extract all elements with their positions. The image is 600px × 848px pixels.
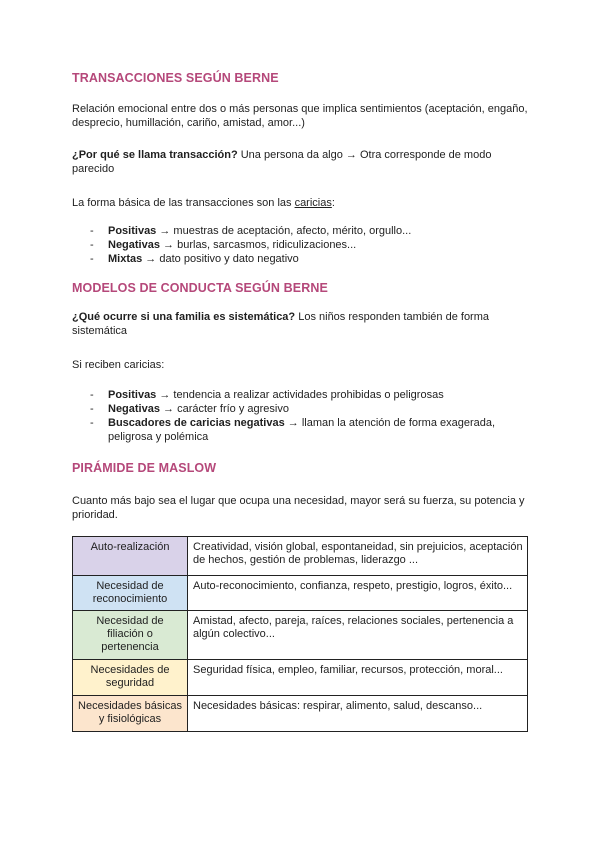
list-item-text: → llaman la atención de forma exagerada, peligrosa y polémica	[108, 417, 496, 443]
basic-form-suffix: :	[331, 197, 335, 209]
familia-question-text: Los niños responden también de forma sistemática	[72, 311, 489, 337]
list-item	[72, 402, 528, 416]
list-item-term: Positivas	[108, 225, 157, 237]
list-item	[72, 238, 528, 252]
maslow-desc-cell: Auto-reconocimiento, confianza, respeto, prestigio, logros, éxito...	[188, 576, 528, 611]
table-row	[73, 576, 528, 611]
section-title-maslow: PIRÁMIDE DE MASLOW	[72, 461, 217, 475]
maslow-desc-cell: Amistad, afecto, pareja, raíces, relaciones sociales, pertenencia a algún colectivo...	[188, 611, 528, 660]
list-item-text: → carácter frío y agresivo	[159, 403, 289, 415]
table-row	[73, 660, 528, 696]
section-title-modelos: MODELOS DE CONDUCTA SEGÚN BERNE	[72, 281, 328, 295]
conducta-list	[72, 388, 528, 444]
list-item-term: Positivas	[108, 389, 157, 401]
list-item	[72, 224, 528, 238]
maslow-level-cell: Auto-realización	[73, 537, 188, 576]
familia-question-bold: ¿Qué ocurre si una familia es sistemática?	[72, 311, 296, 323]
transaccion-question	[72, 148, 528, 176]
table-row	[73, 696, 528, 732]
maslow-desc-cell: Creatividad, visión global, espontaneidad, sin prejuicios, aceptación de hechos, gestión de problemas, liderazgo ...	[188, 537, 528, 576]
maslow-table	[72, 536, 528, 732]
caricias-lead: Si reciben caricias:	[72, 359, 165, 371]
transacciones-intro: Relación emocional entre dos o más personas que implica sentimientos (aceptación, engaño, desprecio, humillación, cariño, amistad, amor...)	[72, 103, 528, 129]
familia-question	[72, 310, 528, 338]
list-item	[72, 252, 528, 266]
list-item	[72, 416, 528, 444]
transaccion-question-text: Una persona da algo → Otra corresponde de modo parecido	[72, 149, 492, 175]
maslow-intro: Cuanto más bajo sea el lugar que ocupa una necesidad, mayor será su fuerza, su potencia y prioridad.	[72, 495, 525, 521]
document-page	[72, 70, 528, 732]
section-title-transacciones: TRANSACCIONES SEGÚN BERNE	[72, 71, 279, 85]
list-item-term: Negativas	[108, 239, 160, 251]
list-item-term: Mixtas	[108, 253, 143, 265]
list-item-term: Buscadores de caricias negativas	[108, 417, 285, 429]
basic-form-prefix: La forma básica de las transacciones son las	[72, 197, 295, 209]
list-item	[72, 388, 528, 402]
basic-form-line	[72, 196, 528, 210]
maslow-level-cell: Necesidades de seguridad	[73, 660, 188, 696]
list-item-term: Negativas	[108, 403, 160, 415]
maslow-level-cell: Necesidad de reconocimiento	[73, 576, 188, 611]
caricias-list	[72, 224, 528, 266]
maslow-level-cell: Necesidades básicas y fisiológicas	[73, 696, 188, 732]
transaccion-question-bold: ¿Por qué se llama transacción?	[72, 149, 238, 161]
list-item-text: → burlas, sarcasmos, ridiculizaciones...	[159, 239, 357, 251]
table-row	[73, 611, 528, 660]
maslow-level-cell: Necesidad de filiación o pertenencia	[73, 611, 188, 660]
list-item-text: → tendencia a realizar actividades prohibidas o peligrosas	[156, 389, 444, 401]
caricias-underlined: caricias	[294, 197, 332, 209]
list-item-text: → muestras de aceptación, afecto, mérito, orgullo...	[156, 225, 412, 237]
list-item-text: → dato positivo y dato negativo	[142, 253, 299, 265]
table-row	[73, 537, 528, 576]
maslow-desc-cell: Seguridad física, empleo, familiar, recursos, protección, moral...	[188, 660, 528, 696]
maslow-desc-cell: Necesidades básicas: respirar, alimento, salud, descanso...	[188, 696, 528, 732]
